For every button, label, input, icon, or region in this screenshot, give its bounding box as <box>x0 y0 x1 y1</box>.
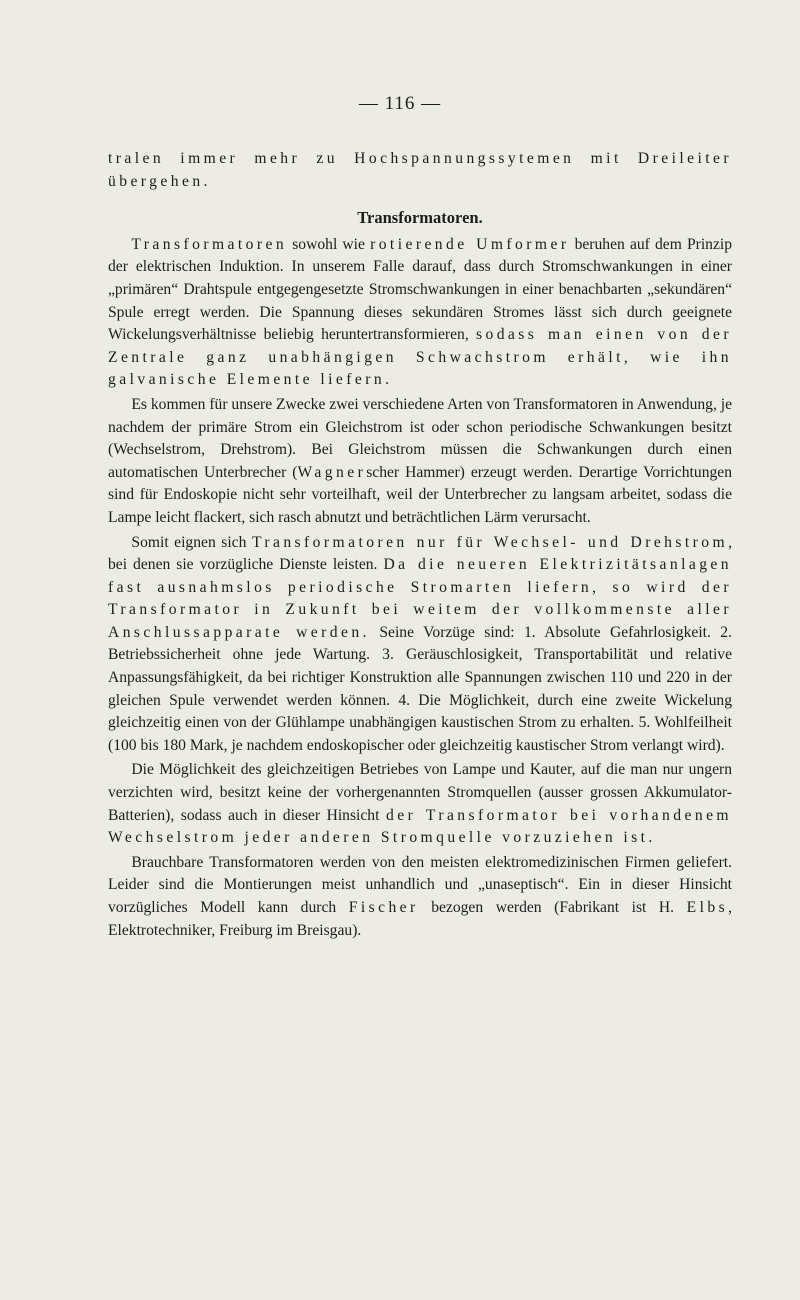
carryover-paragraph <box>108 148 732 193</box>
emphasized-text: Transformatoren nur für Wechsel- und Drehstrom <box>251 533 729 551</box>
emphasized-text: Da die neueren Elektrizitätsanlagen fast ausnahmslos periodische Stromarten liefern, so wird der Transformator in Zukunft bei weitem der vollkommenste aller Anschlussapparate werden. <box>108 556 733 641</box>
emphasized-text: Transformatoren <box>131 235 288 253</box>
emphasized-text: Fischer <box>348 899 419 916</box>
text-run: sowohl wie <box>287 235 371 253</box>
text-run: Es kommen für unsere Zwecke zwei verschiedene Arten von Transformatoren in Anwendung, je nachdem der primäre Strom ein Gleichstrom ist oder schon periodische Schwankungen besitzt (Wechselstrom, Drehstrom). Bei Gleichstrom müssen die Schwankungen durch einen automatischen Unterbrecher ( <box>108 395 733 481</box>
paragraph <box>108 234 732 392</box>
emphasized-text: Wagner <box>297 463 367 481</box>
emphasized-text: der Transformator bei vorhandenem Wechselstrom jeder anderen Stromquelle vorzuziehen ist. <box>108 806 732 847</box>
emphasized-text: tralen immer mehr zu Hochspannungssytemen mit Dreileiter übergehen. <box>108 150 732 190</box>
text-run: beruhen auf dem Prinzip der elektrischen Induktion. In unserem Falle darauf, dass durch Stromschwankungen in einer „primären“ Drahtspule entgegengesetzte Stromschwankungen in einer benachbarten „sekundären“ Spule erregt werden. Die Spannung dieses sekundären Stromes lässt sich durch geeignete Wickelungsverhältnisse beliebig heruntertransformieren, <box>108 235 733 344</box>
text-run: , bei denen sie vorzügliche Dienste leisten. <box>108 533 732 574</box>
text-run: Brauchbare Transformatoren werden von den meisten elektromedizinischen Firmen geliefert. Leider sind die Montierungen meist unhandlich und „unaseptisch“. Ein in dieser Hinsicht vorzügliches Modell kann durch <box>108 853 732 916</box>
text-run: , Elektrotechniker, Freiburg im Breisgau). <box>108 899 732 939</box>
text-run: Somit eignen sich <box>131 533 252 551</box>
paragraph <box>108 759 732 849</box>
page-number: — 116 — <box>358 93 442 114</box>
emphasized-text: Elbs <box>686 899 729 916</box>
emphasized-text: rotierende Umformer <box>370 235 570 253</box>
text-run: bezogen werden (Fabrikant ist H. <box>418 899 687 916</box>
paragraph <box>108 394 732 530</box>
paragraph <box>108 852 732 942</box>
emphasized-text: sodass man einen von der Zentrale ganz unabhängigen Schwachstrom erhält, wie ihn galvanische Elemente liefern. <box>108 326 732 389</box>
text-run: Die Möglichkeit des gleichzeitigen Betriebes von Lampe und Kauter, auf die man nur ungern verzichten wird, besitzt keine der vorhergenannten Stromquellen (ausser grossen Akkumulator-Batterien), sodass auch in dieser Hinsicht <box>108 761 732 824</box>
section-heading: Transformatoren. <box>357 208 483 228</box>
paragraph <box>108 532 732 758</box>
page-text <box>108 148 732 942</box>
text-run: scher Hammer) erzeugt werden. Derartige Vorrichtungen sind für Endoskopie nicht sehr vorteilhaft, weil der Unterbrecher zu langsam arbeitet, sodass die Lampe leicht flackert, sich rasch abnutzt und beträchtlichen Lärm verursacht. <box>108 463 732 526</box>
text-run: Seine Vorzüge sind: 1. Absolute Gefahrlosigkeit. 2. Betriebssicherheit ohne jede Wartung. 3. Geräuschlosigkeit, Transportabilität und relative Anpassungsfähigkeit, da bei richtiger Konstruktion alle Spannungen zwischen 110 und 220 in der gleichen Spule verwendet werden können. 4. Die Möglichkeit, durch eine zweite Wickelung gleichzeitig einen von der Glühlampe unabhängigen kaustischen Strom zu erhalten. 5. Wohlfeilheit (100 bis 180 Mark, je nachdem endoskopischer oder gleichzeitig kaustischer Strom verlangt wird). <box>108 623 733 754</box>
